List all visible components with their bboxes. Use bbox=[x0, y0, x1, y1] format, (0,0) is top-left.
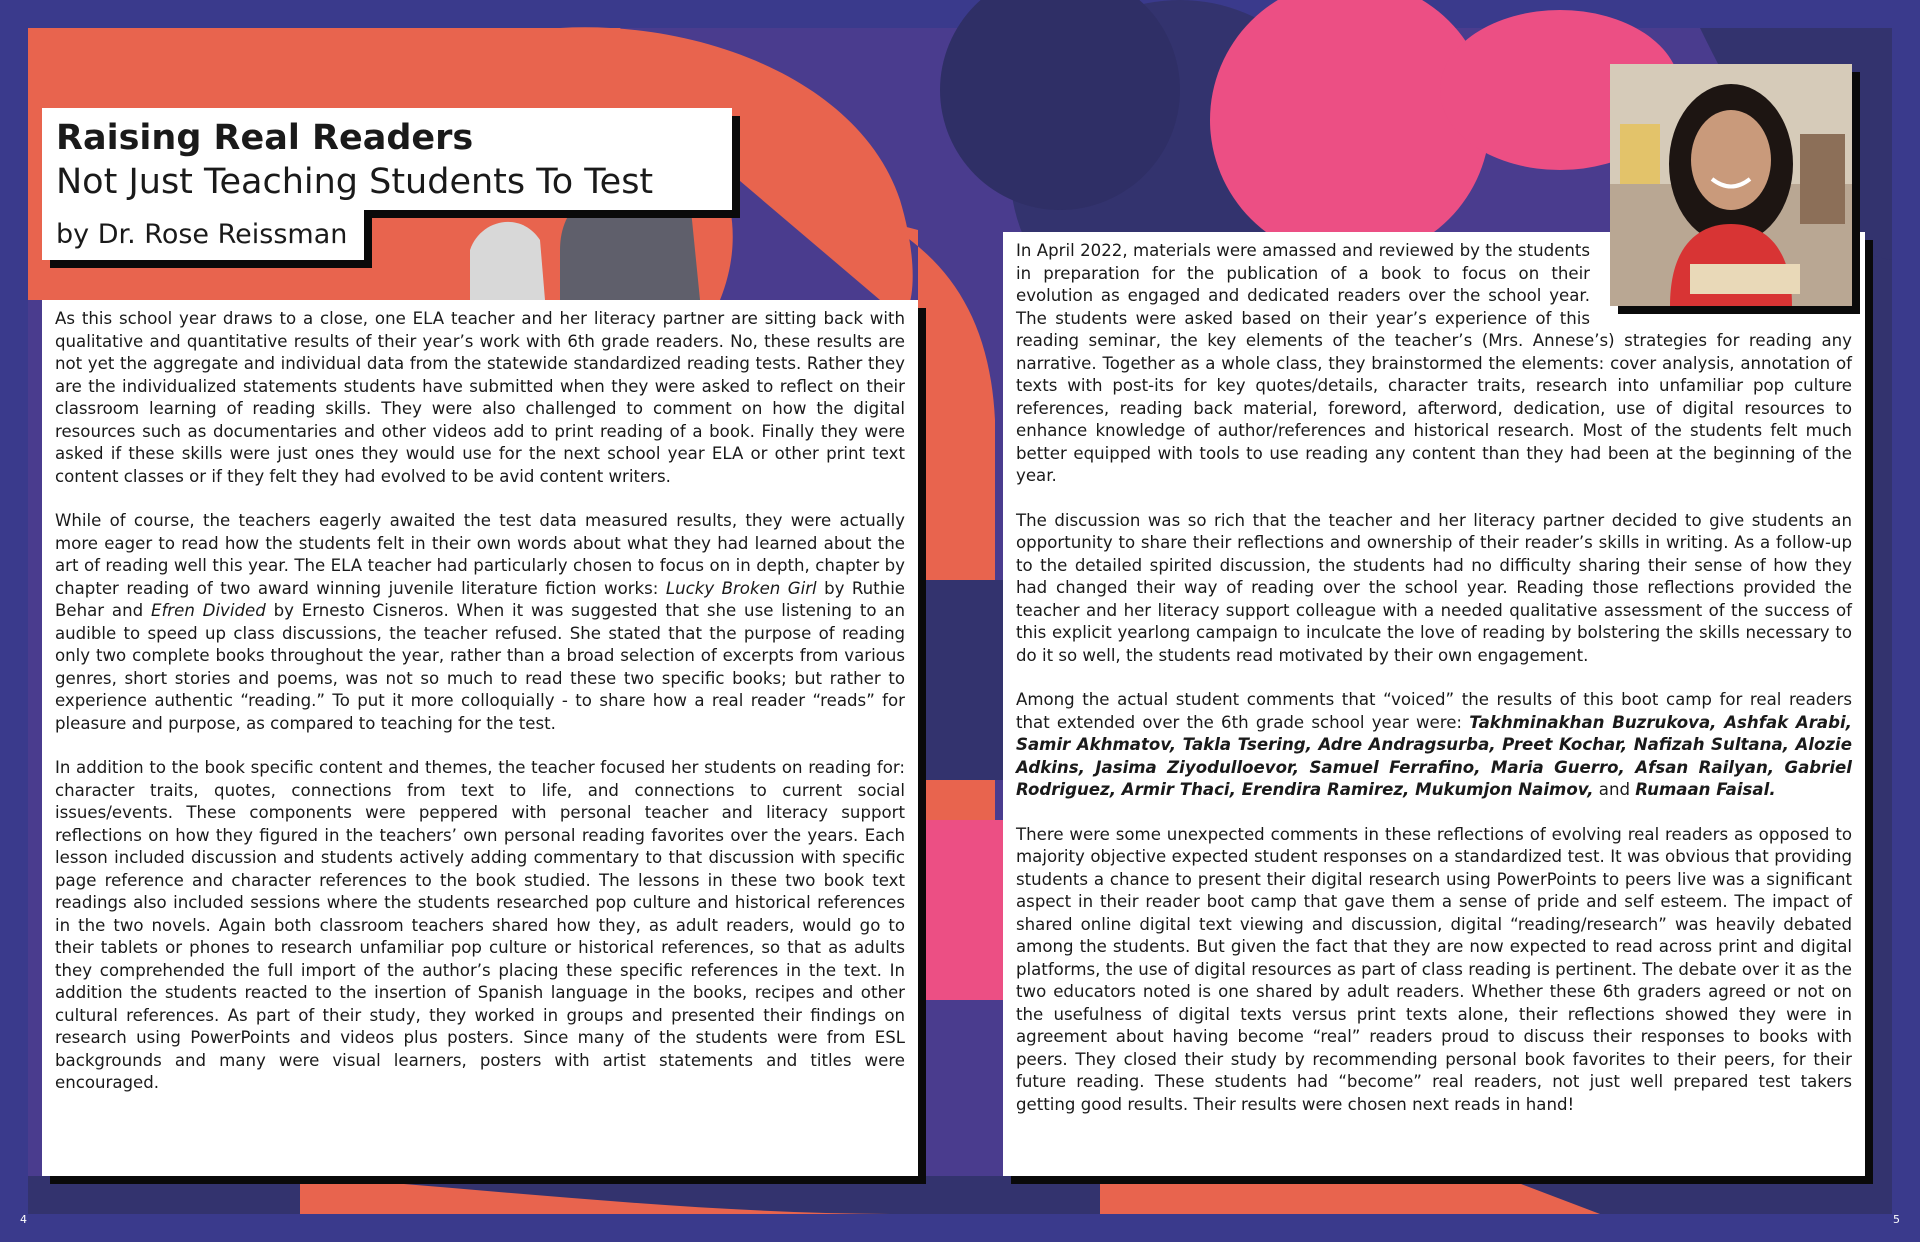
title-box bbox=[42, 108, 732, 210]
left-paragraph-2: While of course, the teachers eagerly awaited the test data measured results, they were actually more eager to read how the students felt in their own words about what they had learned about the art of reading well this year. The ELA teacher had particularly chosen to focus on in depth, chapter by chapter reading of two award winning juvenile literature fiction works: Lucky Broken Girl by Ruthie Behar and Efren Divided by Ernesto Cisneros. When it was suggested that she use listening to an audible to speed up class discussions, the teacher refused. She stated that the purpose of reading only two complete books throughout the year, rather than a broad selection of excerpts from various genres, short stories and poems, was not so much to read these two specific books; but rather to experience authentic “reading.” To put it more colloquially - to share how a real reader “reads” for pleasure and purpose, as compared to teaching for the test. bbox=[55, 511, 906, 733]
title-subtitle: Not Just Teaching Students To Test bbox=[56, 162, 654, 202]
byline: by Dr. Rose Reissman bbox=[42, 210, 364, 260]
left-paragraph-1: As this school year draws to a close, one ELA teacher and her literacy partner are sitting back with qualitative and quantitative results of their year’s work with 6th grade readers. No, these results are not yet the aggregate and individual data from the statewide standardized reading tests. Rather they are the individualized statements students have submitted when they were asked to reflect on their classroom learning of reading skills. They were also challenged to comment on how the digital resources such as documentaries and other videos add to print reading of a book. Finally they were asked if these skills were just ones they would use for the next school year ELA or other print text content classes or if they felt they had evolved to be avid content writers. bbox=[55, 309, 905, 486]
right-paragraph-2: The discussion was so rich that the teacher and her literacy partner decided to give students an opportunity to share their reflections and ownership of their reader’s skills in writing. As a follow-up to the detailed spirited discussion, the students had no difficulty sharing their sense of how they had changed their way of reading over the school year. Reading those reflections provided the teacher and her literacy support colleague with a needed qualitative assessment of the success of this explicit yearlong campaign to inculcate the love of reading by bolstering the skills necessary to do it so well, the students read motivated by their own engagement. bbox=[1016, 510, 1852, 665]
right-column bbox=[1003, 232, 1865, 1176]
page-number-left: 4 bbox=[20, 1213, 27, 1226]
left-column bbox=[42, 300, 918, 1176]
left-paragraph-3: In addition to the book specific content and themes, the teacher focused her students on reading for: character traits, quotes, connections from text to life, and connections to current social issues/events. These components were peppered with personal teacher and literacy support reflections on how they figured in the teachers’ own personal reading favorites over the years. Each lesson included discussion and students actively adding commentary to that discussion with specific page reference and character references to the book studied. The lessons in these two book text readings also included sessions where the students researched pop culture and historical references in the two novels. Again both classroom teachers shared how they, as adult readers, would go to their tablets or phones to research unfamiliar pop culture or historical references, so that as adults they comprehended the full import of the author’s placing these specific references in the text. In addition the students reacted to the insertion of Spanish language in the books, recipes and other cultural references. As part of their study, they worked in groups and presented their findings on research using PowerPoints and videos plus posters. Since many of the students were from ESL backgrounds and many were visual learners, posters with artist statements and titles were encouraged. bbox=[55, 758, 905, 1092]
title-main: Raising Real Readers bbox=[56, 118, 474, 158]
right-paragraph-4: There were some unexpected comments in these reflections of evolving real readers as opposed to majority objective expected student responses on a standardized test. It was obvious that providing students a chance to present their digital research using PowerPoints to peers live was a significant aspect in their reader boot camp that gave them a sense of pride and self esteem. The impact of shared online digital text viewing and discussion, digital “reading/research” was heavily debated among the students. But given the fact that they are now expected to read across print and digital platforms, the use of digital resources as part of class reading is pertinent. The debate over it as the two educators noted is one shared by adult readers. Whether these 6th graders agreed or not on the usefulness of digital texts versus print texts alone, their reflections showed they were in agreement about having become “real” readers proud to discuss their responses to books with peers. They closed their study by recommending personal book favorites to their peers, for their future reading. These students had “become” real readers, not just well prepared test takers getting good results. Their results were chosen next reads in hand! bbox=[1016, 824, 1852, 1114]
right-paragraph-3: Among the actual student comments that “voiced” the results of this boot camp for real readers that extended over the 6th grade school year were: Takhminakhan Buzrukova, Ashfak Arabi, Samir Akhmatov, Takla Tsering, Adre Andragsurba, Preet Kochar, Nafizah Sultana, Alozie Adkins, Jasima Ziyodulloevor, Samuel Ferrafino, Maria Guerro, Afsan Railyan, Gabriel Rodriguez, Armir Thaci, Erendira Ramirez, Mukumjon Naimov, and Rumaan Faisal. bbox=[1016, 690, 1852, 799]
author-photo bbox=[1610, 64, 1852, 306]
right-paragraph-1: In April 2022, materials were amassed and reviewed by the students in preparation for the publication of a book to focus on their evolution as engaged and dedicated readers over the school year. The students were asked based on their year’s experience of this reading seminar, the key elements of the teacher’s (Mrs. Annese’s) strategies for reading any narrative. Together as a whole class, they brainstormed the elements: cover analysis, annotation of texts with post-its for key quotes/details, character traits, research into unfamiliar pop culture references, reading back material, foreword, afterword, dedication, use of digital resources to enhance knowledge of author/references and historical research. Most of the students felt much better equipped with tools to use reading any content than they had been at the beginning of the year. bbox=[1016, 241, 1852, 485]
book-title-efren-divided: Efren Divided bbox=[150, 601, 266, 620]
student-names: Takhminakhan Buzrukova, Ashfak Arabi, Samir Akhmatov, Takla Tsering, Adre Andragsurba, Preet Kochar, Nafizah Sultana, Alozie Adkins, Jasima Ziyodulloevor, Samuel Ferrafino, Maria Guerro, Afsan Railyan, Gabriel Rodriguez, Armir Thaci, Erendira Ramirez, Mukumjon Naimov, bbox=[1016, 712, 1852, 799]
page-number-right: 5 bbox=[1893, 1213, 1900, 1226]
student-name-last: Rumaan Faisal. bbox=[1635, 780, 1776, 799]
book-title-lucky-broken-girl: Lucky Broken Girl bbox=[665, 578, 817, 598]
author-photo-illustration bbox=[1610, 64, 1852, 306]
